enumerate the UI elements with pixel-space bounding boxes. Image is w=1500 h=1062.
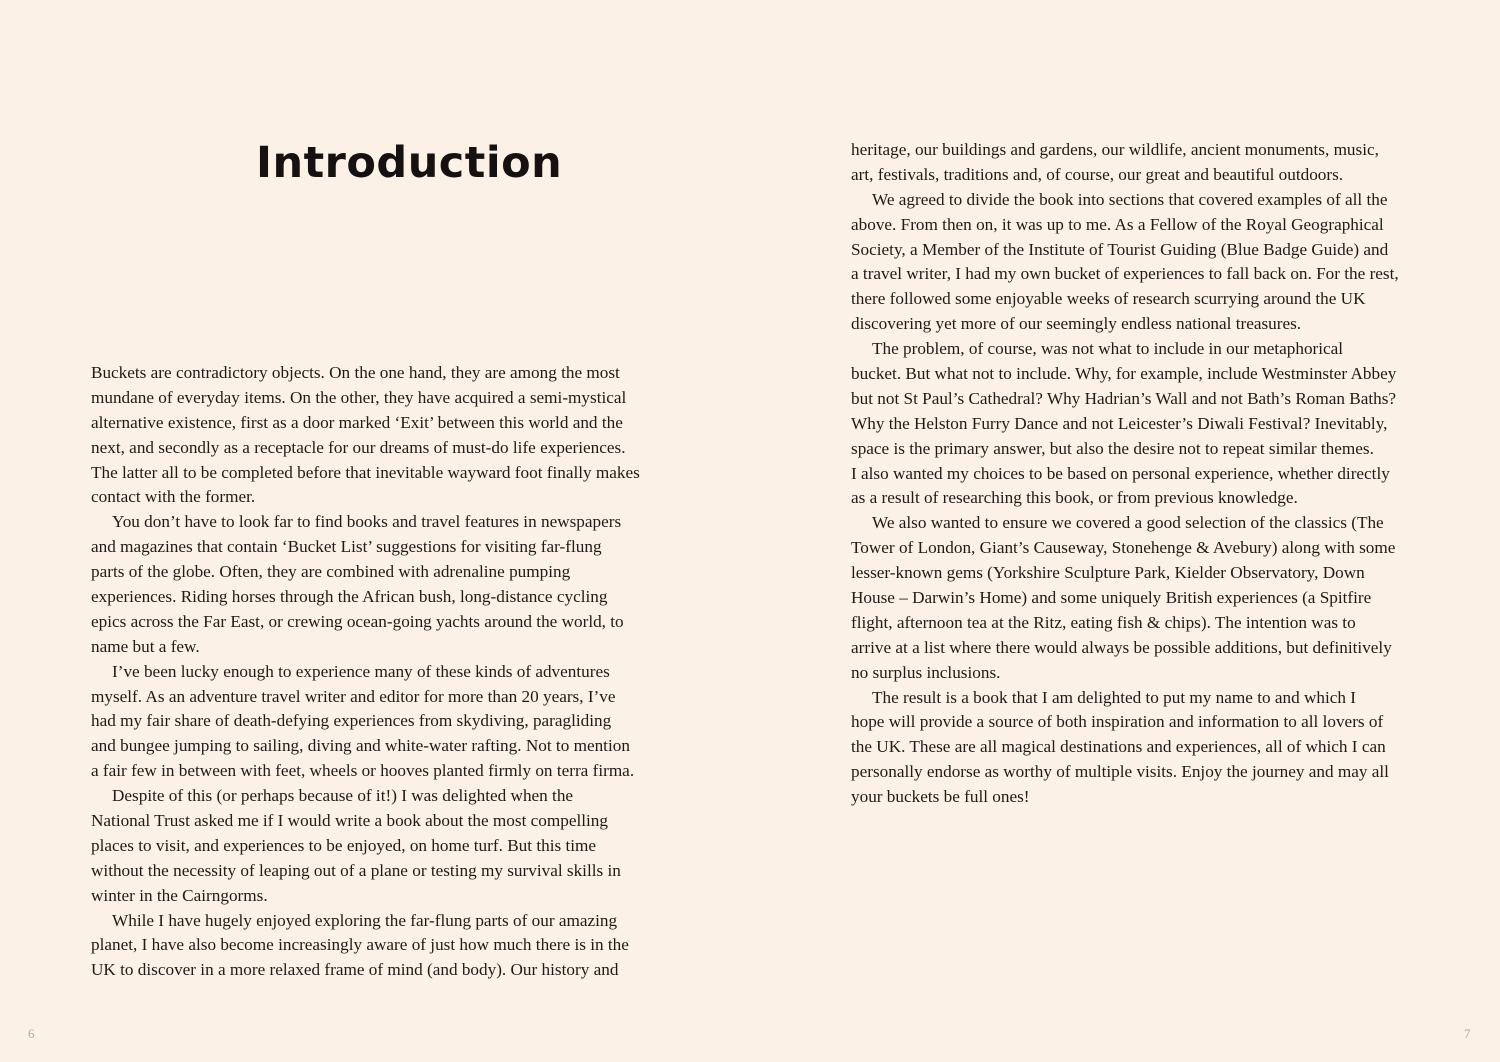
text-line: alternative existence, first as a door marked ‘Exit’ between this world and the — [91, 412, 623, 432]
text-line: next, and secondly as a receptacle for our dreams of must-do life experiences. — [91, 437, 626, 457]
text-line: there followed some enjoyable weeks of research scurrying around the UK — [851, 289, 1366, 309]
text-line: art, festivals, traditions and, of course, our great and beautiful outdoors. — [851, 164, 1344, 184]
text-line: National Trust asked me if I would write a book about the most compelling — [91, 811, 608, 831]
text-line: without the necessity of leaping out of a plane or testing my survival skills in — [91, 860, 621, 880]
text-line: experiences. Riding horses through the African bush, long-distance cycling — [91, 587, 608, 607]
text-line: Despite of this (or perhaps because of it!) I was delighted when the — [112, 786, 574, 806]
text-line: The result is a book that I am delighted to put my name to and which I — [872, 687, 1357, 707]
text-line: The problem, of course, was not what to include in our metaphorical — [872, 339, 1344, 359]
page-number-right: 7 — [1464, 1026, 1471, 1041]
text-line: places to visit, and experiences to be enjoyed, on home turf. But this time — [91, 835, 597, 855]
right-body-text — [851, 138, 1426, 810]
text-line: epics across the Far East, or crewing ocean-going yachts around the world, to — [91, 611, 624, 631]
text-line: and magazines that contain ‘Bucket List’ suggestions for visiting far-flung — [91, 537, 602, 557]
text-line: UK to discover in a more relaxed frame of mind (and body). Our history and — [91, 960, 619, 980]
text-line: a travel writer, I had my own bucket of experiences to fall back on. For the rest, — [851, 264, 1399, 284]
text-line: The latter all to be completed before that inevitable wayward foot finally makes — [91, 462, 640, 482]
text-line: We agreed to divide the book into sections that covered examples of all the — [872, 189, 1388, 209]
text-line: a fair few in between with feet, wheels or hooves planted firmly on terra firma. — [91, 761, 635, 781]
text-line: the UK. These are all magical destinations and experiences, all of which I can — [851, 737, 1386, 757]
text-line: name but a few. — [91, 636, 200, 656]
text-line: as a result of researching this book, or from previous knowledge. — [851, 488, 1298, 508]
text-line: contact with the former. — [91, 487, 256, 507]
text-line: We also wanted to ensure we covered a good selection of the classics (The — [872, 513, 1384, 533]
text-line: Tower of London, Giant’s Causeway, Stonehenge & Avebury) along with some — [851, 538, 1396, 558]
text-line: no surplus inclusions. — [851, 662, 1001, 682]
text-line: your buckets be full ones! — [851, 787, 1030, 807]
left-body-text — [91, 361, 666, 983]
text-line: had my fair share of death-defying experiences from skydiving, paragliding — [91, 711, 612, 731]
text-line: planet, I have also become increasingly aware of just how much there is in the — [91, 935, 629, 955]
text-line: space is the primary answer, but also the desire not to repeat similar themes. — [851, 438, 1374, 458]
right-page — [750, 0, 1500, 1062]
text-line: bucket. But what not to include. Why, for example, include Westminster Abbey — [851, 364, 1397, 384]
text-line: flight, afternoon tea at the Ritz, eating fish & chips). The intention was to — [851, 612, 1356, 632]
text-line: mundane of everyday items. On the other, they have acquired a semi-mystical — [91, 387, 627, 407]
text-line: heritage, our buildings and gardens, our wildlife, ancient monuments, music, — [851, 140, 1379, 159]
text-line: Why the Helston Furry Dance and not Leicester’s Diwali Festival? Inevitably, — [851, 413, 1388, 433]
text-line: Buckets are contradictory objects. On the one hand, they are among the most — [91, 363, 620, 382]
text-line: parts of the globe. Often, they are combined with adrenaline pumping — [91, 562, 571, 582]
text-line: but not St Paul’s Cathedral? Why Hadrian’s Wall and not Bath’s Roman Baths? — [851, 388, 1397, 408]
text-line: myself. As an adventure travel writer and editor for more than 20 years, I’ve — [91, 686, 616, 706]
text-line: hope will provide a source of both inspiration and information to all lovers of — [851, 712, 1384, 732]
text-line: discovering yet more of our seemingly endless national treasures. — [851, 314, 1302, 334]
text-line: arrive at a list where there would always be possible additions, but definitively — [851, 637, 1392, 657]
text-line: Society, a Member of the Institute of Tourist Guiding (Blue Badge Guide) and — [851, 239, 1389, 259]
text-line: House – Darwin’s Home) and some uniquely British experiences (a Spitfire — [851, 588, 1372, 608]
text-line: You don’t have to look far to find books and travel features in newspapers — [112, 512, 622, 532]
text-line: personally endorse as worthy of multiple visits. Enjoy the journey and may all — [851, 762, 1389, 782]
text-line: above. From then on, it was up to me. As a Fellow of the Royal Geographical — [851, 214, 1384, 234]
page-number-left: 6 — [28, 1026, 35, 1041]
text-line: and bungee jumping to sailing, diving and white-water rafting. Not to mention — [91, 736, 630, 756]
text-line: I’ve been lucky enough to experience many of these kinds of adventures — [112, 661, 610, 681]
text-line: While I have hugely enjoyed exploring the far-flung parts of our amazing — [112, 910, 618, 930]
text-line: I also wanted my choices to be based on personal experience, whether directly — [851, 463, 1390, 483]
page-title: Introduction — [256, 138, 563, 188]
text-line: lesser-known gems (Yorkshire Sculpture Park, Kielder Observatory, Down — [851, 563, 1365, 583]
text-line: winter in the Cairngorms. — [91, 885, 268, 905]
